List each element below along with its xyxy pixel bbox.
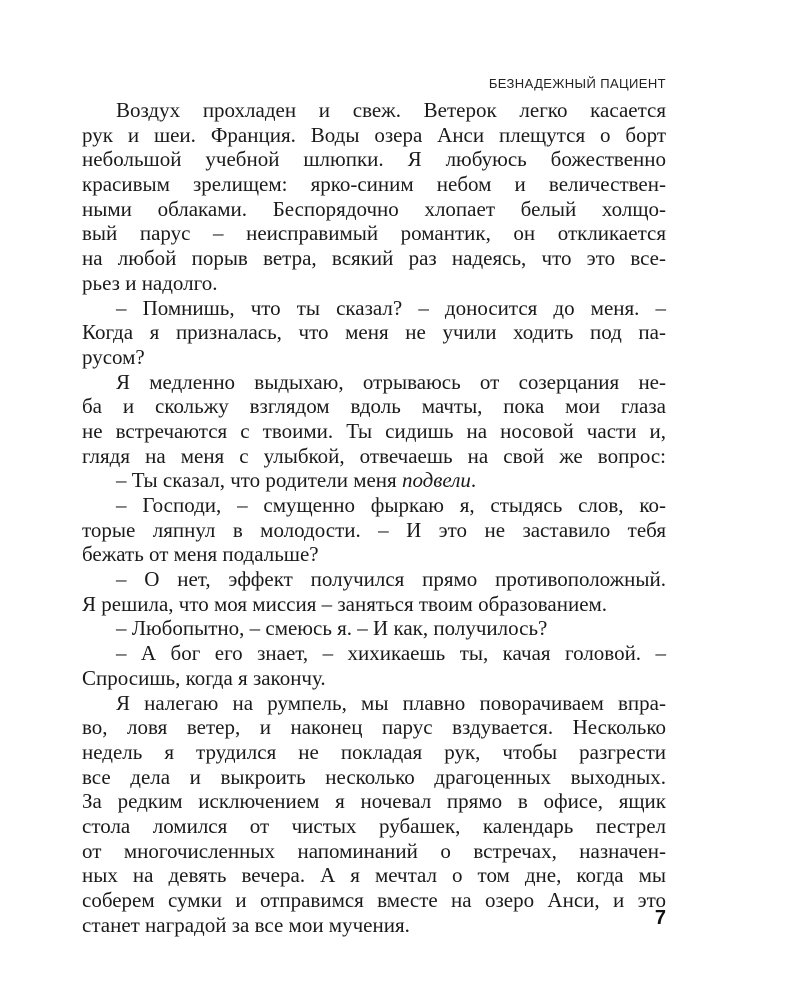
text-line: красивым зрелищем: ярко-синим небом и величествен- [82, 172, 666, 197]
body-text [82, 98, 666, 937]
text-line: стола ломился от чистых рубашек, календарь пестрел [82, 813, 666, 838]
text-line: на любой порыв ветра, всякий раз надеясь, что это все- [82, 246, 666, 271]
text-line: Я решила, что моя миссия – заняться твоим образованием. [82, 591, 608, 616]
text-line: ных на девять вечера. А я мечтал о том дне, когда мы [82, 863, 666, 888]
running-header: БЕЗНАДЕЖНЫЙ ПАЦИЕНТ [488, 76, 666, 91]
text-line: станет наградой за все мои мучения. [82, 912, 410, 937]
text-run: . [470, 468, 477, 493]
text-line: Я налегаю на румпель, мы плавно поворачиваем впра- [116, 690, 666, 715]
text-line: во, ловя ветер, и наконец парус вздувается. Несколько [82, 715, 666, 740]
text-line: не встречаются с твоими. Ты сидишь на носовой части и, [82, 418, 666, 443]
emphasis-word: подвели [401, 468, 471, 493]
text-line: Воздух прохладен и свеж. Ветерок легко касается [116, 98, 666, 122]
text-run: – Ты сказал, что родители меня [116, 468, 402, 493]
text-line: рук и шеи. Франция. Воды озера Анси плещутся о борт [82, 122, 666, 147]
text-line: – Господи, – смущенно фыркаю я, стыдясь слов, ко- [116, 493, 666, 517]
text-line: За редким исключением я ночевал прямо в офисе, ящик [82, 789, 666, 814]
text-line: рьез и надолго. [82, 270, 218, 295]
text-line: – Помнишь, что ты сказал? – доносится до меня. – [116, 295, 666, 320]
text-line: ба и скольжу взглядом вдоль мачты, пока мои глаза [82, 394, 666, 419]
text-line: – О нет, эффект получился прямо противоположный. [116, 567, 666, 592]
text-line: – Любопытно, – смеюсь я. – И как, получилось? [116, 616, 548, 641]
text-line: глядя на меня с улыбкой, отвечаешь на свой же вопрос: [82, 443, 666, 468]
text-line: Я медленно выдыхаю, отрываюсь от созерцания не- [116, 369, 666, 394]
page-number: 7 [654, 907, 666, 929]
text-line: от многочисленных напоминаний о встречах, назначен- [82, 838, 666, 863]
text-line: небольшой учебной шлюпки. Я любуюсь божественно [82, 147, 666, 172]
text-line: – А бог его знает, – хихикаешь ты, качая головой. – [116, 641, 666, 666]
text-line: Спросишь, когда я закончу. [82, 665, 326, 690]
text-line: бежать от меня подальше? [82, 542, 319, 567]
text-line: торые ляпнул в молодости. – И это не заставило тебя [82, 517, 666, 542]
text-line: Когда я призналась, что меня не учили ходить под па- [82, 320, 666, 345]
text-line: соберем сумки и отправимся вместе на озеро Анси, и это [82, 888, 666, 912]
text-line: русом? [82, 344, 145, 369]
text-line: вый парус – неисправимый романтик, он откликается [82, 221, 666, 246]
text-line: все дела и выкроить несколько драгоценных выходных. [82, 764, 666, 789]
text-line: ными облаками. Беспорядочно хлопает белый холщо- [82, 196, 666, 221]
text-line: недель я трудился не покладая рук, чтобы разгрести [82, 739, 666, 764]
text-line [82, 468, 666, 493]
